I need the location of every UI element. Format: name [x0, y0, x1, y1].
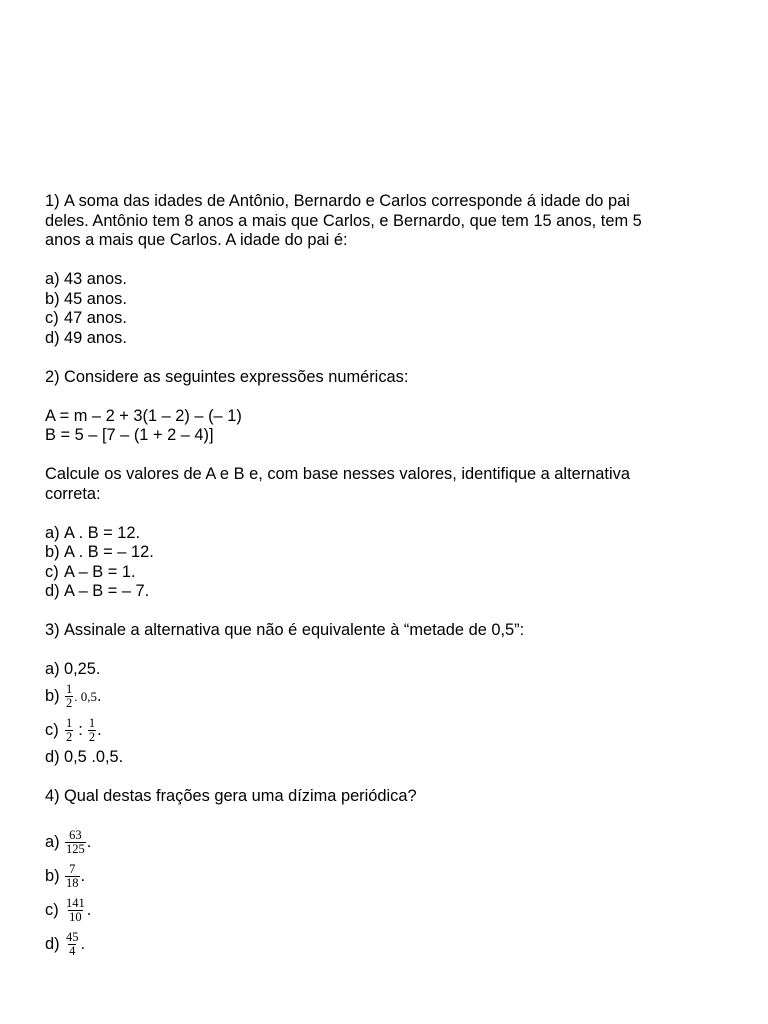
option-letter: b)	[45, 686, 60, 705]
question-1	[45, 192, 725, 212]
answer-option	[45, 748, 725, 768]
fraction	[65, 931, 80, 958]
fraction	[65, 829, 86, 856]
answer-option	[45, 290, 725, 310]
option-text: . 0,5	[74, 688, 97, 704]
answer-option	[45, 928, 725, 962]
answer-option	[45, 894, 725, 928]
option-text: 0,5 .0,5.	[64, 747, 124, 766]
option-text: 43 anos.	[64, 270, 127, 288]
fraction	[65, 897, 86, 924]
question-text: Considere as seguintes expressões numéricas:	[64, 367, 409, 386]
option-text: A – B = 1.	[64, 562, 136, 581]
option-end: .	[97, 686, 102, 705]
question-text: A soma das idades de Antônio, Bernardo e Carlos corresponde á idade do pai	[64, 192, 630, 210]
question-4	[45, 787, 725, 807]
option-letter: a)	[45, 270, 60, 288]
option-letter: c)	[45, 309, 59, 327]
question-2	[45, 368, 725, 388]
question-number: 2)	[45, 367, 60, 386]
option-text: A . B = – 12.	[64, 543, 154, 561]
fraction-numerator: 63	[69, 828, 82, 842]
answer-option	[45, 563, 725, 583]
answer-option	[45, 329, 725, 349]
option-letter: d)	[45, 582, 60, 600]
question-text-line: deles. Antônio tem 8 anos a mais que Carlos, e Bernardo, que tem 15 anos, tem 5	[45, 211, 642, 230]
question-text: Assinale a alternativa que não é equivalente à “metade de 0,5”:	[64, 621, 525, 639]
fraction-numerator: 7	[69, 862, 76, 876]
option-text: 45 anos.	[64, 289, 127, 308]
answer-option	[45, 543, 725, 563]
option-letter: b)	[45, 289, 60, 308]
fraction	[65, 717, 73, 744]
answer-option	[45, 309, 725, 329]
expression-b: B = 5 – [7 – (1 + 2 – 4)]	[45, 426, 214, 444]
document-page	[45, 192, 725, 962]
fraction-numerator: 1	[88, 716, 96, 730]
question-3	[45, 621, 725, 641]
fraction-denominator: 18	[66, 876, 79, 890]
question-number: 1)	[45, 192, 60, 210]
answer-option	[45, 524, 725, 544]
question-text-line: anos a mais que Carlos. A idade do pai é:	[45, 231, 348, 249]
option-letter: c)	[45, 900, 59, 919]
option-letter: c)	[45, 562, 59, 581]
instruction-text: correta:	[45, 484, 101, 503]
fraction-denominator: 125	[66, 842, 85, 856]
fraction-denominator: 2	[66, 696, 73, 710]
answer-option	[45, 582, 725, 602]
fraction-numerator: 1	[66, 716, 73, 730]
fraction-numerator: 141	[66, 896, 85, 910]
option-end: .	[86, 832, 92, 851]
option-letter: d)	[45, 328, 60, 347]
answer-option	[45, 270, 725, 290]
option-letter: d)	[45, 934, 60, 953]
option-text: 47 anos.	[64, 309, 127, 327]
expression-a: A = m – 2 + 3(1 – 2) – (– 1)	[45, 406, 242, 425]
answer-option	[45, 826, 725, 860]
fraction	[65, 863, 80, 890]
option-letter: a)	[45, 660, 60, 678]
division-operator: :	[78, 720, 83, 739]
option-letter: d)	[45, 747, 60, 766]
option-end: .	[86, 900, 92, 919]
fraction	[65, 683, 73, 710]
option-letter: c)	[45, 720, 59, 739]
option-end: .	[80, 866, 86, 885]
option-letter: a)	[45, 832, 60, 851]
option-end: .	[97, 720, 102, 739]
option-end: .	[80, 934, 86, 953]
fraction-denominator: 10	[69, 910, 82, 924]
answer-option	[45, 680, 725, 714]
answer-option	[45, 860, 725, 894]
option-text: A . B = 12.	[64, 523, 141, 542]
answer-option	[45, 714, 725, 748]
fraction-denominator: 2	[66, 730, 73, 744]
option-text: A – B = – 7.	[64, 582, 150, 600]
fraction-denominator: 2	[88, 730, 96, 744]
option-letter: a)	[45, 523, 60, 542]
question-number: 4)	[45, 786, 60, 805]
option-text: 49 anos.	[64, 328, 127, 347]
question-text: Qual destas frações gera uma dízima periódica?	[64, 786, 417, 805]
fraction-numerator: 45	[66, 930, 79, 944]
instruction-text: Calcule os valores de A e B e, com base nesses valores, identifique a alternativa	[45, 465, 630, 483]
fraction	[88, 717, 96, 744]
option-letter: b)	[45, 543, 60, 561]
answer-option	[45, 660, 725, 680]
fraction-denominator: 4	[69, 944, 76, 958]
question-number: 3)	[45, 621, 60, 639]
option-text: 0,25.	[64, 660, 101, 678]
fraction-numerator: 1	[66, 682, 73, 696]
option-letter: b)	[45, 866, 60, 885]
